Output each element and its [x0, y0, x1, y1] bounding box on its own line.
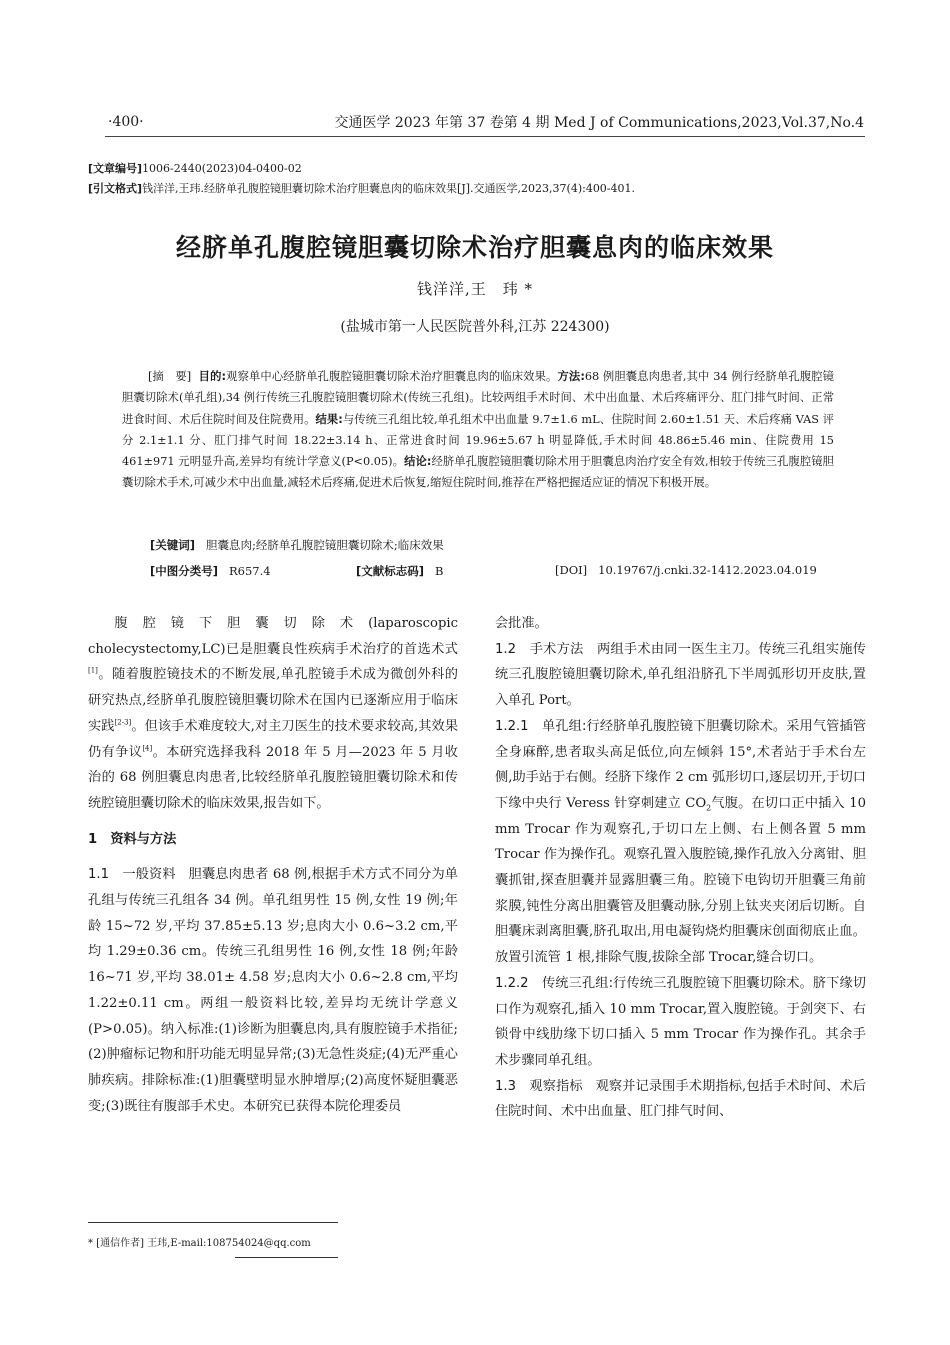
results-label: 结果: — [315, 412, 343, 426]
affiliation: (盐城市第一人民医院普外科,江苏 224300) — [340, 319, 610, 335]
authors: 钱洋洋,王 玮 * — [416, 280, 534, 298]
objective-text: 观察单中心经脐单孔腹腔镜胆囊切除术治疗胆囊息肉的临床效果。 — [226, 370, 558, 383]
paragraph-1-3: 1.3 观察指标 观察并记录围手术期指标,包括手术时间、术后住院时间、术中出血量、肛门排气时间、 — [495, 1078, 866, 1120]
doi: [DOI] 10.19767/j.cnki.32-1412.2023.04.019 — [555, 563, 817, 577]
abstract — [122, 366, 834, 494]
keywords: [关键词] 胆囊息肉;经脐单孔腹腔镜胆囊切除术;临床效果 — [150, 538, 444, 552]
left-column — [88, 611, 458, 1119]
header-rule — [105, 136, 865, 137]
methods-text: 68 例胆囊息肉患者,其中 34 例行经脐单孔腹腔镜胆囊切除术(单孔组),34 例行传统三孔腹腔镜胆囊切除术(传统三孔组)。比较两组手术时间、术中出血量、术后疼痛评分、肛门排气时间、正常进食时间、术后住院时间及住院费用。 — [122, 370, 834, 426]
journal-header: 交通医学 2023 年第 37 卷第 4 期 Med J of Communications,2023,Vol.37,No.4 — [334, 115, 864, 131]
paragraph-1-2: 1.2 手术方法 两组手术由同一医生主刀。传统三孔组实施传统三孔腹腔镜胆囊切除术,单孔组沿脐孔下半周弧形切开皮肤,置入单孔 Port。 — [495, 641, 866, 709]
section-heading: 1 资料与方法 — [88, 831, 177, 847]
methods-label: 方法: — [557, 370, 585, 383]
paragraph-continuation: 会批准。 — [495, 616, 548, 631]
paragraph-1-1: 1.1 一般资料 胆囊息肉患者 68 例,根据手术方式不同分为单孔组与传统三孔组各 34 例。单孔组男性 15 例,女性 19 例;年龄 15~72 岁,平均 37.85±5.13 岁;息肉大小 0.6~3.2 cm,平均 1.29±0.36 cm。传统三孔组男性 16 例,女性 18 例;年龄 16~71 岁,平均 38.01± 4.58 岁;息肉大小 0.6~2.8 cm,平均 1.22±0.11 cm。两组一般资料比较,差异均无统计学意义(P>0.05)。纳入标准:(1)诊断为胆囊息肉,具有腹腔镜手术指征;(2)肿瘤标记物和肝功能无明显异常;(3)无急性炎症;(4)无严重心肺疾病。排除标准:(1)胆囊壁明显水肿增厚;(2)高度怀疑胆囊恶变;(3)既往有腹部手术史。本研究已获得本院伦理委员 — [88, 867, 458, 1114]
conclusion-label: 结论: — [404, 455, 432, 469]
conclusion-text: 经脐单孔腹腔镜胆囊切除术用于胆囊息肉治疗安全有效,相较于传统三孔腹腔镜胆囊切除术手术,可减少术中出血量,减轻术后疼痛,促进术后恢复,缩短住院时间,推荐在严格把握适应证的情况下积极开展。 — [122, 455, 834, 490]
abstract-label: [摘 要] — [148, 370, 192, 383]
footnote: * [通信作者] 王玮,E-mail:108754024@qq.com — [88, 1238, 311, 1249]
paragraph-1-2-1: 1.2.1 单孔组:行经脐单孔腹腔镜下胆囊切除术。采用气管插管全身麻醉,患者取头高足低位,向左倾斜 15°,术者站于手术台左侧,助手站于右侧。经脐下缘作 2 cm 弧形切口,逐层切开,于切口下缘中央行 Veress 针穿刺建立 $CO_2$气腹。在切口正中插入 10 mm Trocar 作为观察孔,于切口左上侧、右上侧各置 5 mm Trocar 作为操作孔。观察孔置入腹腔镜,操作孔放入分离钳、胆囊抓钳,探查胆囊并显露胆囊三角。腔镜下电钩切开胆囊三角前浆膜,钝性分离出胆囊管及胆囊动脉,分别上钛夹夹闭后切断。自胆囊床剥离胆囊,脐孔取出,用电凝钩烧灼胆囊床创面彻底止血。放置引流管 1 根,排除气腹,拔除全部 Trocar,缝合切口。 — [495, 718, 867, 966]
paper-title: 经脐单孔腹腔镜胆囊切除术治疗胆囊息肉的临床效果 — [175, 233, 774, 262]
paragraph-1-2-2: 1.2.2 传统三孔组:行传统三孔腹腔镜下胆囊切除术。脐下缘切口作为观察孔,插入 10 mm Trocar,置入腹腔镜。于剑突下、右锁骨中线肋缘下切口插入 5 mm Trocar 作为操作孔。其余手术步骤同单孔组。 — [495, 975, 866, 1068]
right-column — [495, 611, 866, 1125]
citation: [引文格式]钱洋洋,王玮.经脐单孔腹腔镜胆囊切除术治疗胆囊息肉的临床效果[J].交通医学,2023,37(4):400-401. — [88, 182, 636, 195]
clc-number: [中图分类号] R657.4 — [150, 564, 271, 578]
objective-label: 目的: — [198, 370, 227, 383]
intro-paragraph: 腹腔镜下胆囊切除术(laparoscopic cholecystectomy,LC)已是胆囊良性疾病手术治疗的首选术式[1]。随着腹腔镜技术的不断发展,单孔腔镜手术成为微创外科的研究热点,经脐单孔腹腔镜胆囊切除术在国内已逐渐应用于临床实践[2-3]。但该手术难度较大,对主刀医生的技术要求较高,其效果仍有争议[4]。本研究选择我科 2018 年 5 月—2023 年 5 月收治的 68 例胆囊息肉患者,比较经脐单孔腹腔镜胆囊切除术和传统腔镜胆囊切除术的临床效果,报告如下。 — [88, 616, 459, 811]
results-text: 与传统三孔组比较,单孔组术中出血量 9.7±1.6 mL、住院时间 2.60±1.51 天、术后疼痛 VAS 评分 2.1±1.1 分、肛门排气时间 18.22±3.14 h、正常进食时间 19.96±5.67 h 明显降低,手术时间 48.86±5.46 min、住院费用 15 461±971 元明显升高,差异均有统计学意义(P<0.05)。 — [122, 412, 834, 469]
page-number: ·400· — [108, 114, 144, 130]
footnote-rule — [88, 1222, 338, 1223]
article-number: [文章编号]1006-2440(2023)04-0400-02 — [88, 162, 302, 175]
document-code: [文献标志码] B — [356, 564, 444, 578]
footnote-rule-2 — [235, 1257, 338, 1258]
